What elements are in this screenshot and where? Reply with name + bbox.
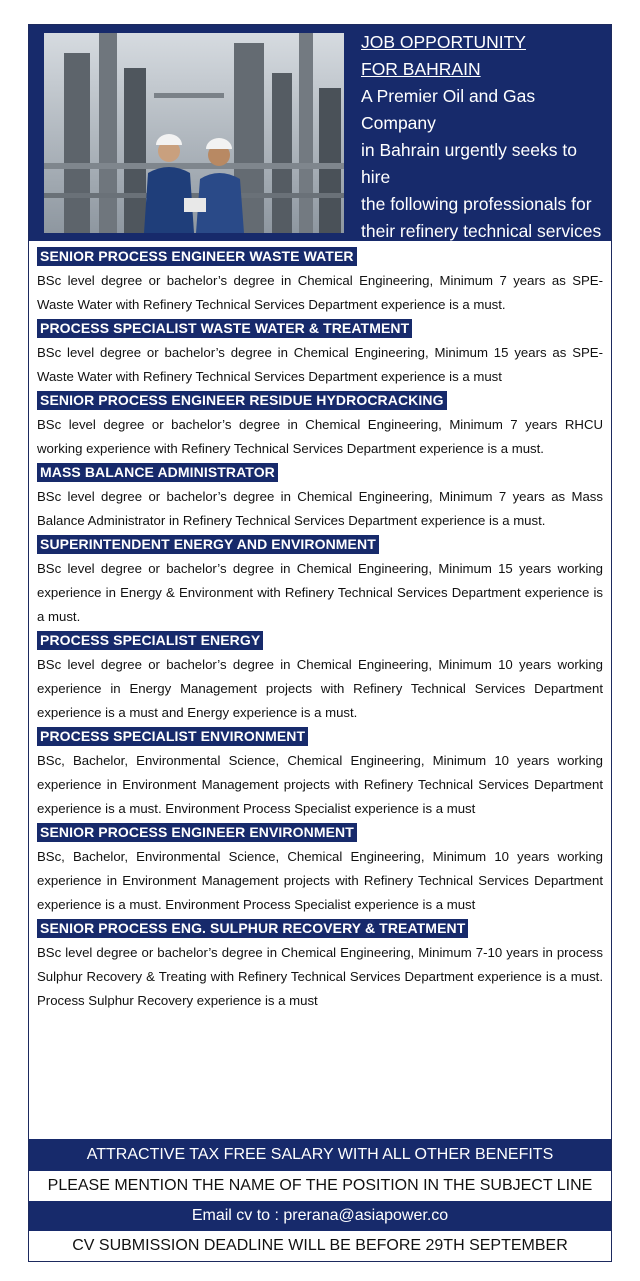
headline-line1: JOB OPPORTUNITY	[361, 32, 526, 52]
job-item	[37, 391, 603, 461]
job-description: BSc level degree or bachelor’s degree in Chemical Engineering, Minimum 15 years working experience in Energy & Environment with Refinery Technical Services Department experience is a must.	[37, 561, 603, 624]
job-title: SENIOR PROCESS ENGINEER WASTE WATER	[37, 247, 357, 266]
job-title: SUPERINTENDENT ENERGY AND ENVIRONMENT	[37, 535, 379, 554]
refinery-workers-photo	[44, 33, 344, 233]
job-description: BSc level degree or bachelor’s degree in Chemical Engineering, Minimum 7 years as Mass Balance Administrator in Refinery Technical Services Department experience is a must.	[37, 489, 603, 528]
job-item	[37, 463, 603, 533]
benefits-banner: ATTRACTIVE TAX FREE SALARY WITH ALL OTHER BENEFITS	[29, 1139, 611, 1171]
job-item	[37, 319, 603, 389]
subject-line-note: PLEASE MENTION THE NAME OF THE POSITION IN THE SUBJECT LINE	[29, 1171, 611, 1201]
job-title: MASS BALANCE ADMINISTRATOR	[37, 463, 278, 482]
job-item	[37, 631, 603, 725]
job-item	[37, 823, 603, 917]
job-item	[37, 919, 603, 1013]
intro-line1: A Premier Oil and Gas	[361, 86, 536, 106]
deadline-note: CV SUBMISSION DEADLINE WILL BE BEFORE 29TH SEPTEMBER	[29, 1231, 611, 1261]
job-title: PROCESS SPECIALIST ENVIRONMENT	[37, 727, 308, 746]
job-description: BSc level degree or bachelor’s degree in Chemical Engineering, Minimum 7 years RHCU working experience with Refinery Technical Services Department experience is a must.	[37, 417, 603, 456]
job-item	[37, 247, 603, 317]
headline-line2: FOR BAHRAIN	[361, 59, 481, 79]
job-description: BSc level degree or bachelor’s degree in Chemical Engineering, Minimum 7 years as SPE-Waste Water with Refinery Technical Services Department experience is a must.	[37, 273, 603, 312]
headline-block	[361, 29, 609, 272]
job-item	[37, 727, 603, 821]
job-description: BSc level degree or bachelor’s degree in Chemical Engineering, Minimum 10 years working experience in Energy Management projects with Refinery Technical Services Department experience is a must and Energy experience is a must.	[37, 657, 603, 720]
job-title: PROCESS SPECIALIST WASTE WATER & TREATMENT	[37, 319, 412, 338]
intro-line6: Department.	[361, 248, 458, 268]
job-ad-frame	[28, 24, 612, 1262]
job-title: PROCESS SPECIALIST ENERGY	[37, 631, 263, 650]
job-title: SENIOR PROCESS ENG. SULPHUR RECOVERY & TREATMENT	[37, 919, 468, 938]
job-title: SENIOR PROCESS ENGINEER RESIDUE HYDROCRACKING	[37, 391, 447, 410]
job-description: BSc, Bachelor, Environmental Science, Chemical Engineering, Minimum 10 years working experience in Environment Management projects with Refinery Technical Services Department experience is a must. Environment Process Specialist experience is a must	[37, 753, 603, 816]
job-title: SENIOR PROCESS ENGINEER ENVIRONMENT	[37, 823, 357, 842]
job-item	[37, 535, 603, 629]
job-description: BSc level degree or bachelor’s degree in Chemical Engineering, Minimum 15 years as SPE-Waste Water with Refinery Technical Services Department experience is a must	[37, 345, 603, 384]
intro-line5: their refinery technical services	[361, 221, 602, 241]
job-description: BSc, Bachelor, Environmental Science, Chemical Engineering, Minimum 10 years working experience in Environment Management projects with Refinery Technical Services Department experience is a must. Environment Process Specialist experience is a must	[37, 849, 603, 912]
email-cv-line: Email cv to : prerana@asiapower.co	[29, 1201, 611, 1231]
job-description: BSc level degree or bachelor’s degree in Chemical Engineering, Minimum 7-10 years in process Sulphur Recovery & Treating with Refinery Technical Services Department experience is a must. Process Sulphur Recovery experience is a must	[37, 945, 603, 1008]
job-list	[37, 247, 603, 1015]
intro-line4: the following professionals for	[361, 194, 592, 214]
intro-line3: in Bahrain urgently seeks to hire	[361, 140, 577, 187]
intro-line2: Company	[361, 113, 436, 133]
